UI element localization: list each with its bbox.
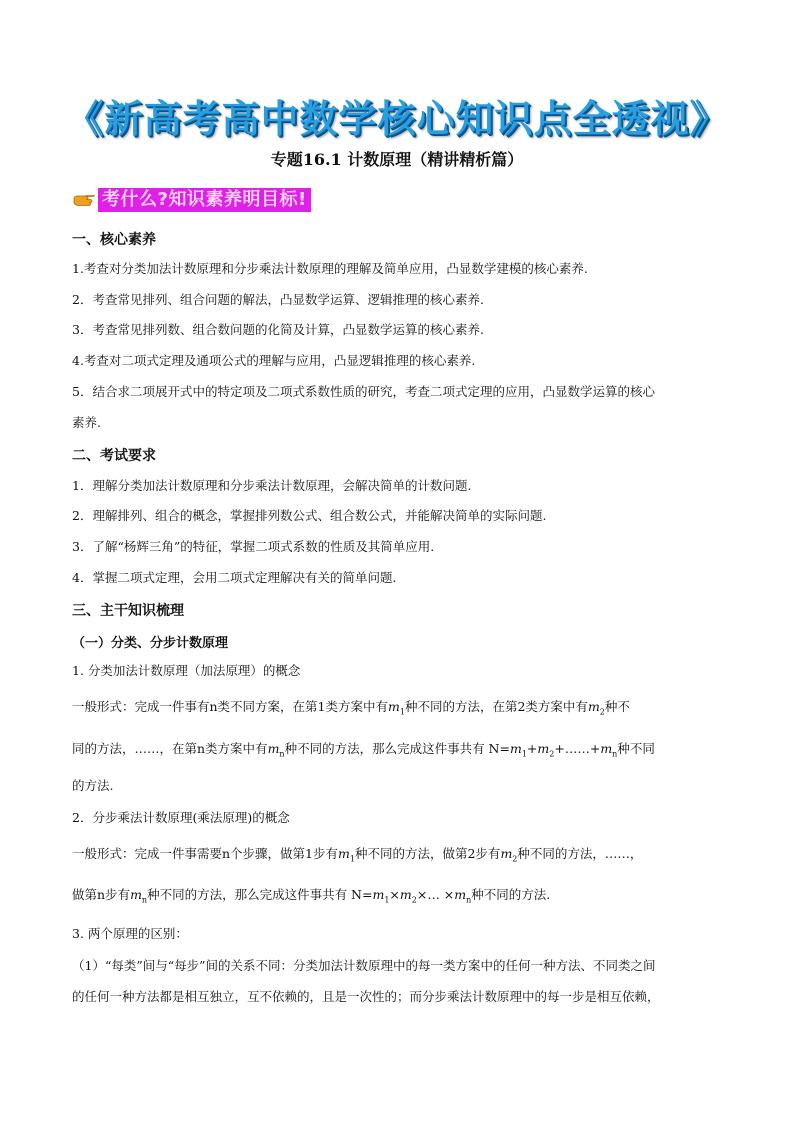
multiplication-line-1: 一般形式：完成一件事需要n个步骤，做第1步有$m_1$种不同的方法，做第2步有$m_2$种不同的方法，……， bbox=[72, 846, 643, 864]
paragraph: 素养. bbox=[72, 415, 101, 430]
paragraph: 4.考查对二项式定理及通项公式的理解与应用，凸显逻辑推理的核心素养. bbox=[72, 353, 476, 368]
addition-line-3: 的方法. bbox=[72, 778, 114, 793]
paragraph: 的任何一种方法都是相互独立，互不依赖的，且是一次性的；而分步乘法计数原理中的每一步是相互依赖， bbox=[72, 989, 660, 1004]
section-banner: 考什么?知识素养明目标! bbox=[98, 188, 311, 212]
heading-core-literacy: 一、核心素养 bbox=[72, 232, 156, 248]
paragraph: 2．理解排列、组合的概念，掌握排列数公式、组合数公式，并能解决简单的实际问题. bbox=[72, 508, 547, 523]
paragraph: 3．了解“杨辉三角”的特征，掌握二项式系数的性质及其简单应用. bbox=[72, 539, 435, 554]
paragraph: （1）“每类”间与“每步”间的关系不同：分类加法计数原理中的每一类方案中的任何一种方法、不同类之间 bbox=[72, 958, 656, 973]
paragraph: 1.考查对分类加法计数原理和分步乘法计数原理的理解及简单应用，凸显数学建模的核心素养. bbox=[72, 261, 588, 276]
heading-main-knowledge: 三、主干知识梳理 bbox=[72, 603, 184, 619]
addition-line-1: 一般形式：完成一件事有n类不同方案，在第1类方案中有$m_1$种不同的方法，在第2类方案中有$m_2$种不 bbox=[72, 699, 630, 717]
item-heading: 2．分步乘法计数原理(乘法原理)的概念 bbox=[72, 810, 290, 825]
item-heading: 3. 两个原理的区别： bbox=[72, 926, 188, 941]
paragraph: 1．理解分类加法计数原理和分步乘法计数原理，会解决简单的计数问题. bbox=[72, 478, 472, 493]
paragraph: 5．结合求二项展开式中的特定项及二项式系数性质的研究，考查二项式定理的应用，凸显数学运算的核心 bbox=[72, 384, 655, 399]
main-title: 《新高考高中数学核心知识点全透视》 bbox=[65, 97, 729, 141]
paragraph: 3．考查常见排列数、组合数问题的化简及计算，凸显数学运算的核心素养. bbox=[72, 322, 484, 337]
pointing-hand-icon bbox=[72, 190, 96, 210]
addition-line-2: 同的方法，……，在第n类方案中有$m_n$种不同的方法，那么完成这件事共有 $N=m_1+m_2+\dots\dots+m_n$种不同 bbox=[72, 741, 655, 759]
item-heading: 1. 分类加法计数原理（加法原理）的概念 bbox=[72, 663, 301, 678]
banner-row bbox=[72, 188, 311, 212]
subheading-counting-principles: （一）分类、分步计数原理 bbox=[72, 636, 229, 651]
heading-exam-requirements: 二、考试要求 bbox=[72, 448, 156, 464]
paragraph: 4．掌握二项式定理，会用二项式定理解决有关的简单问题. bbox=[72, 570, 397, 585]
subtitle: 专题16.1 计数原理（精讲精析篇） bbox=[270, 150, 524, 169]
multiplication-line-2: 做第n步有$m_n$种不同的方法，那么完成这件事共有 $N=m_1\times m_2\times\dots \times m_n$种不同的方法. bbox=[72, 887, 551, 905]
paragraph: 2．考查常见排列、组合问题的解法，凸显数学运算、逻辑推理的核心素养. bbox=[72, 292, 484, 307]
